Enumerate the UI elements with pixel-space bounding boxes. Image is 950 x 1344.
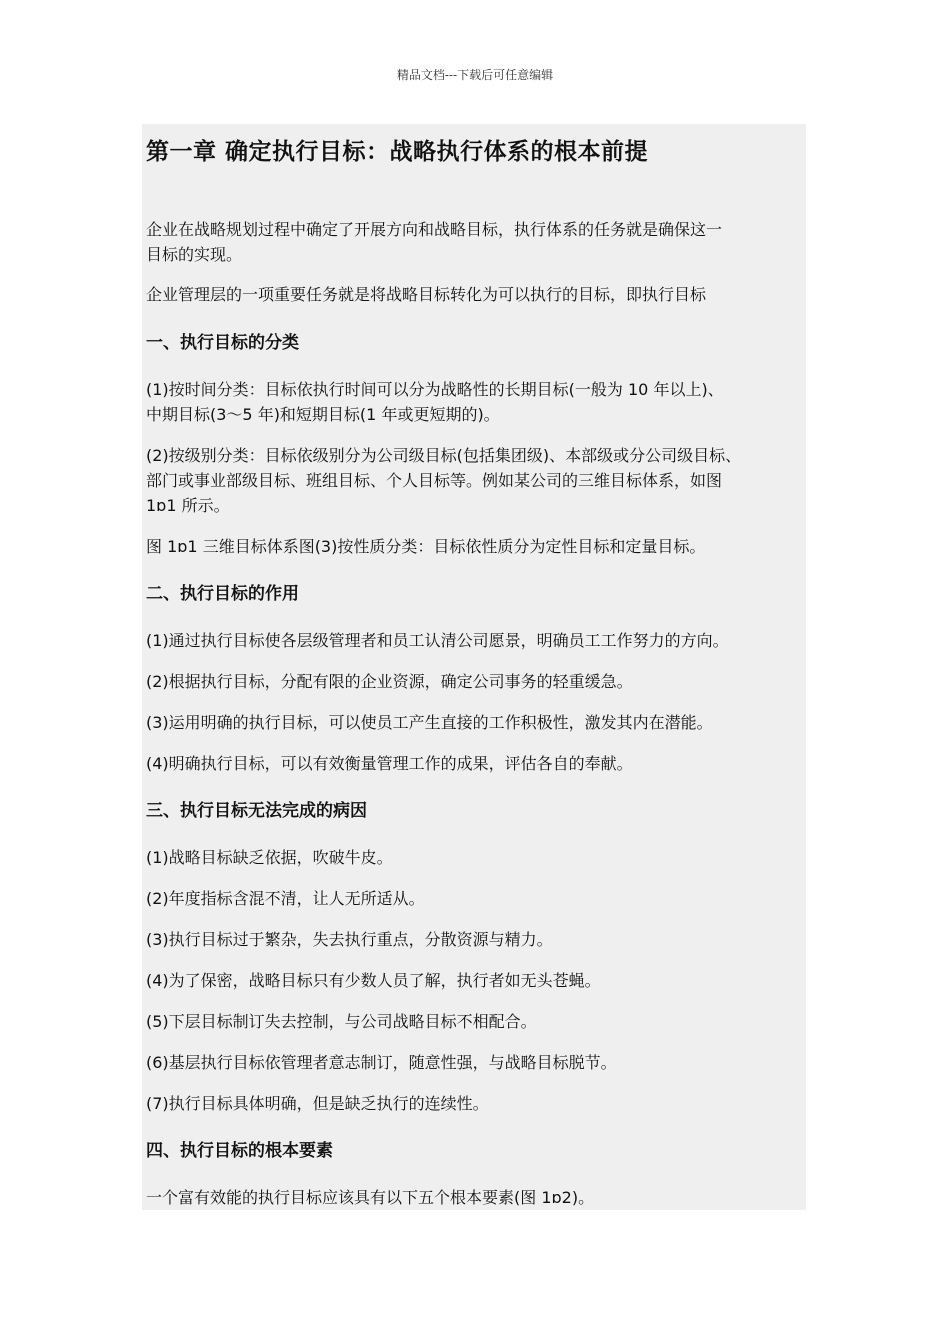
header-note: 精品文档---下载后可任意编辑 xyxy=(396,68,554,82)
section-line: (3)运用明确的执行目标，可以使员工产生直接的工作积极性，激发其内在潜能。 xyxy=(146,713,713,732)
section-line: (4)为了保密，战略目标只有少数人员了解，执行者如无头苍蝇。 xyxy=(146,971,601,990)
document-body xyxy=(142,124,806,1210)
section-line: (2)按级别分类：目标依级别分为公司级目标(包括集团级)、本部级或分公司级目标、 xyxy=(146,446,742,465)
section-heading: 四、执行目标的根本要素 xyxy=(146,1141,333,1161)
section-line: (2)根据执行目标，分配有限的企业资源，确定公司事务的轻重缓急。 xyxy=(146,672,633,691)
section-line: 一个富有效能的执行目标应该具有以下五个根本要素(图 1ɒ2)。 xyxy=(146,1188,595,1207)
section-line: 部门或事业部级目标、班组目标、个人目标等。例如某公司的三维目标体系，如图 xyxy=(146,471,723,490)
section-line: (7)执行目标具体明确，但是缺乏执行的连续性。 xyxy=(146,1094,489,1113)
section-heading: 二、执行目标的作用 xyxy=(146,584,299,604)
section-line: (1)战略目标缺乏依据，吹破牛皮。 xyxy=(146,848,393,867)
section-line: (1)通过执行目标使各层级管理者和员工认清公司愿景，明确员工工作努力的方向。 xyxy=(146,631,729,650)
section-heading: 三、执行目标无法完成的病因 xyxy=(146,801,367,821)
section-line: (1)按时间分类：目标依执行时间可以分为战略性的长期目标(一般为 10 年以上)、 xyxy=(146,380,724,399)
section-line: 1ɒ1 所示。 xyxy=(146,496,230,515)
section-heading: 一、执行目标的分类 xyxy=(146,333,299,353)
intro-line: 目标的实现。 xyxy=(146,245,243,264)
section-line: (2)年度指标含混不清，让人无所适从。 xyxy=(146,889,425,908)
chapter-title: 第一章 确定执行目标：战略执行体系的根本前提 xyxy=(146,139,649,165)
intro-line: 企业管理层的一项重要任务就是将战略目标转化为可以执行的目标，即执行目标 xyxy=(146,285,707,304)
section-line: 中期目标(3～5 年)和短期目标(1 年或更短期的)。 xyxy=(146,405,500,424)
section-line: 图 1ɒ1 三维目标体系图(3)按性质分类：目标依性质分为定性目标和定量目标。 xyxy=(146,537,706,556)
section-line: (3)执行目标过于繁杂，失去执行重点，分散资源与精力。 xyxy=(146,930,553,949)
intro-line: 企业在战略规划过程中确定了开展方向和战略目标，执行体系的任务就是确保这一 xyxy=(146,220,723,239)
section-line: (4)明确执行目标，可以有效衡量管理工作的成果，评估各自的奉献。 xyxy=(146,754,633,773)
section-line: (6)基层执行目标依管理者意志制订，随意性强，与战略目标脱节。 xyxy=(146,1053,617,1072)
section-line: (5)下层目标制订失去控制，与公司战略目标不相配合。 xyxy=(146,1012,537,1031)
